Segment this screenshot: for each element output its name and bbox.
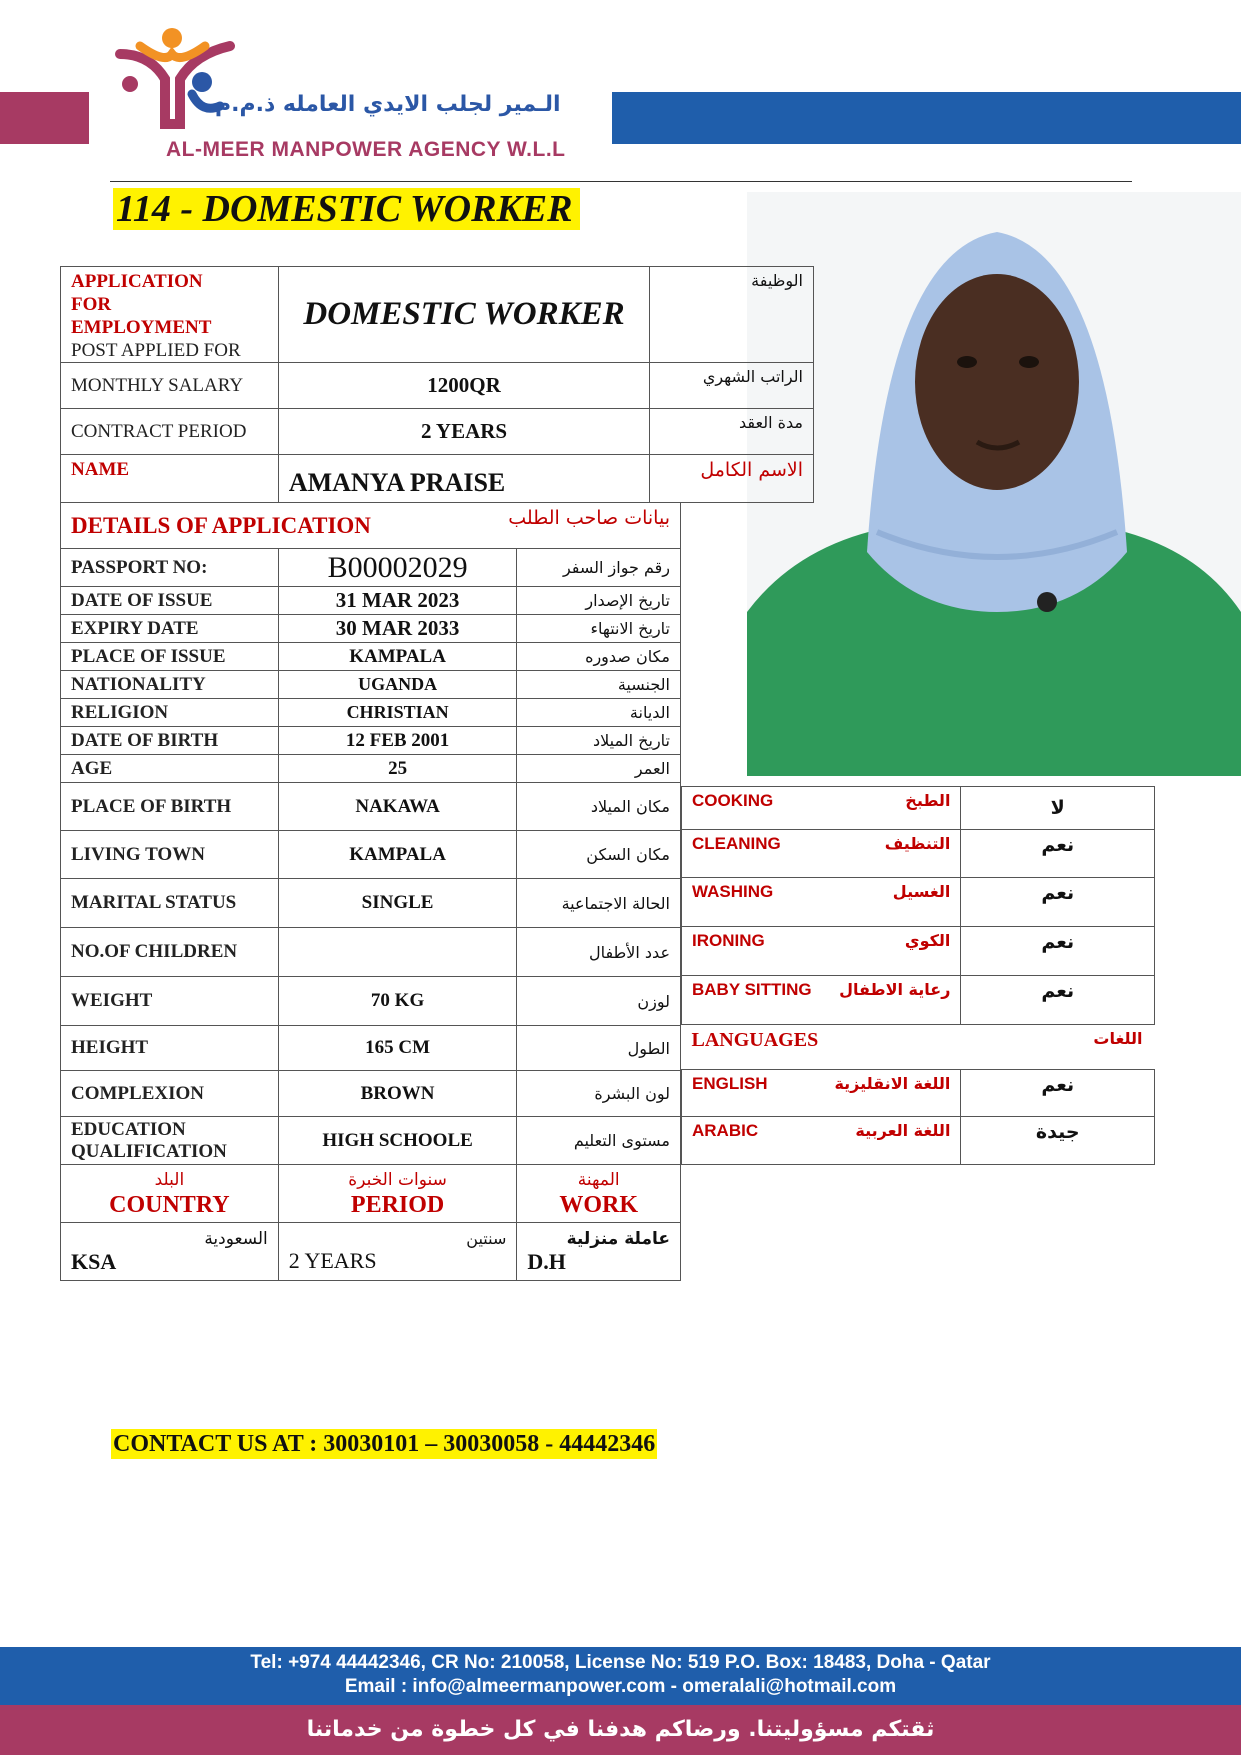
skill-cleaning-value: نعم — [961, 830, 1155, 878]
issue-date-arabic: تاريخ الإصدار — [517, 587, 681, 615]
experience-country: KSA — [71, 1248, 117, 1274]
dob-value: 12 FEB 2001 — [278, 727, 517, 755]
period-header — [278, 1165, 517, 1223]
religion-label: RELIGION — [61, 699, 279, 727]
age-arabic: العمر — [517, 755, 681, 783]
skill-ironing-arabic: الكوي — [904, 931, 951, 950]
salary-label: MONTHLY SALARY — [61, 363, 279, 409]
age-label: AGE — [61, 755, 279, 783]
page-title: 114 - DOMESTIC WORKER — [113, 188, 580, 230]
skill-ironing-value: نعم — [961, 927, 1155, 976]
work-header-arabic: المهنة — [577, 1169, 620, 1190]
footer-line-2: Email : info@almeermanpower.com - omeralali@hotmail.com — [344, 1676, 897, 1697]
education-label — [61, 1117, 279, 1165]
details-heading-arabic: بيانات صاحب الطلب — [508, 507, 670, 529]
experience-country-cell — [61, 1223, 279, 1281]
skills-table — [681, 786, 1155, 1165]
issue-date-label: DATE OF ISSUE — [61, 587, 279, 615]
place-of-birth-label: PLACE OF BIRTH — [61, 783, 279, 831]
nationality-arabic: الجنسية — [517, 671, 681, 699]
education-label-line-1: EDUCATION — [71, 1118, 186, 1140]
language-arabic — [682, 1117, 961, 1165]
contract-label: CONTRACT PERIOD — [61, 409, 279, 455]
contact-line: CONTACT US AT : 30030101 – 30030058 - 44442346 — [113, 1431, 656, 1457]
work-header — [517, 1165, 681, 1223]
header-band-right — [612, 92, 1241, 144]
skill-cooking-arabic: الطبخ — [905, 791, 951, 810]
living-town-arabic: مكان السكن — [517, 831, 681, 879]
experience-country-arabic: السعودية — [204, 1228, 268, 1249]
country-header — [61, 1165, 279, 1223]
post-info-table — [60, 266, 814, 503]
experience-work-arabic: عاملة منزلية — [566, 1228, 670, 1249]
place-of-issue-arabic: مكان صدوره — [517, 643, 681, 671]
skill-cooking-value: لا — [961, 787, 1155, 830]
language-english-arabic: اللغة الانقليزية — [834, 1074, 951, 1093]
nationality-value: UGANDA — [278, 671, 517, 699]
weight-label: WEIGHT — [61, 977, 279, 1026]
post-label-line-2: FOR — [71, 294, 112, 315]
marital-status-label: MARITAL STATUS — [61, 879, 279, 928]
post-label-line-1: APPLICATION — [71, 271, 203, 292]
skill-baby-sitting — [682, 976, 961, 1025]
company-name-english: AL-MEER MANPOWER AGENCY W.L.L — [166, 138, 566, 161]
living-town-value: KAMPALA — [278, 831, 517, 879]
contract-arabic: مدة العقد — [650, 409, 814, 455]
post-label-sub: POST APPLIED FOR — [71, 340, 241, 361]
name-label: NAME — [61, 455, 279, 503]
language-english — [682, 1070, 961, 1117]
post-value: DOMESTIC WORKER — [278, 267, 649, 363]
footer-line-1: Tel: +974 44442346, CR No: 210058, License No: 519 P.O. Box: 18483, Doha - Qatar — [250, 1652, 991, 1673]
skill-baby-sitting-english: BABY SITTING — [692, 980, 812, 999]
skill-cooking-english: COOKING — [692, 791, 774, 810]
language-arabic-label: ARABIC — [692, 1121, 759, 1140]
skill-baby-sitting-value: نعم — [961, 976, 1155, 1025]
marital-status-value: SINGLE — [278, 879, 517, 928]
details-table — [60, 502, 681, 1281]
skill-ironing — [682, 927, 961, 976]
salary-arabic: الراتب الشهري — [650, 363, 814, 409]
experience-period-arabic: سنتين — [466, 1229, 507, 1248]
complexion-label: COMPLEXION — [61, 1071, 279, 1117]
experience-work: D.H — [527, 1248, 566, 1274]
company-logo-icon — [110, 24, 250, 134]
place-of-birth-value: NAKAWA — [278, 783, 517, 831]
details-heading — [61, 503, 681, 549]
marital-status-arabic: الحالة الاجتماعية — [517, 879, 681, 928]
post-label-cell — [61, 267, 279, 363]
experience-work-cell — [517, 1223, 681, 1281]
skill-ironing-english: IRONING — [692, 931, 765, 950]
language-arabic-value: جيدة — [961, 1117, 1155, 1165]
skill-washing — [682, 878, 961, 927]
languages-heading-english: LANGUAGES — [691, 1029, 819, 1051]
skill-washing-value: نعم — [961, 878, 1155, 927]
footer-slogan-band — [0, 1705, 1241, 1755]
weight-arabic: لوزن — [517, 977, 681, 1026]
skill-cooking — [682, 787, 961, 830]
applicant-photo — [747, 192, 1241, 776]
company-name-arabic: الـمير لجلب الايدي العامله ذ.م.م — [215, 92, 561, 117]
salary-value: 1200QR — [278, 363, 649, 409]
place-of-issue-label: PLACE OF ISSUE — [61, 643, 279, 671]
header-divider — [110, 181, 1132, 182]
religion-arabic: الديانة — [517, 699, 681, 727]
experience-period-cell — [278, 1223, 517, 1281]
children-label: NO.OF CHILDREN — [61, 928, 279, 977]
work-header-english: WORK — [559, 1191, 639, 1218]
place-of-birth-arabic: مكان الميلاد — [517, 783, 681, 831]
name-arabic: الاسم الكامل — [650, 455, 814, 503]
passport-value: B00002029 — [278, 549, 517, 587]
country-header-english: COUNTRY — [109, 1191, 230, 1218]
expiry-date-arabic: تاريخ الانتهاء — [517, 615, 681, 643]
children-value — [278, 928, 517, 977]
skill-cleaning-english: CLEANING — [692, 834, 781, 853]
details-heading-english: DETAILS OF APPLICATION — [71, 512, 371, 538]
contract-value: 2 YEARS — [278, 409, 649, 455]
age-value: 25 — [278, 755, 517, 783]
country-header-arabic: البلد — [154, 1169, 185, 1190]
language-arabic-arabic: اللغة العربية — [855, 1121, 951, 1140]
living-town-label: LIVING TOWN — [61, 831, 279, 879]
period-header-arabic: سنوات الخبرة — [348, 1169, 447, 1190]
skill-baby-sitting-arabic: رعاية الاطفال — [839, 980, 951, 999]
education-arabic: مستوى التعليم — [517, 1117, 681, 1165]
post-arabic: الوظيفة — [650, 267, 814, 363]
expiry-date-value: 30 MAR 2033 — [278, 615, 517, 643]
children-arabic: عدد الأطفال — [517, 928, 681, 977]
skill-cleaning-arabic: التنظيف — [884, 834, 951, 853]
languages-heading-arabic: اللغات — [1093, 1029, 1143, 1048]
language-english-label: ENGLISH — [692, 1074, 768, 1093]
experience-period: 2 YEARS — [288, 1248, 377, 1273]
passport-arabic: رقم جواز السفر — [517, 549, 681, 587]
height-arabic: الطول — [517, 1026, 681, 1071]
complexion-value: BROWN — [278, 1071, 517, 1117]
header-band-left — [0, 92, 89, 144]
religion-value: CHRISTIAN — [278, 699, 517, 727]
height-value: 165 CM — [278, 1026, 517, 1071]
education-value: HIGH SCHOOLE — [278, 1117, 517, 1165]
period-header-english: PERIOD — [350, 1191, 445, 1218]
footer-contact-band — [0, 1647, 1241, 1705]
passport-label: PASSPORT NO: — [61, 549, 279, 587]
weight-value: 70 KG — [278, 977, 517, 1026]
skill-washing-arabic: الغسيل — [892, 882, 951, 901]
place-of-issue-value: KAMPALA — [278, 643, 517, 671]
language-english-value: نعم — [961, 1070, 1155, 1117]
complexion-arabic: لون البشرة — [517, 1071, 681, 1117]
dob-label: DATE OF BIRTH — [61, 727, 279, 755]
post-label-line-3: EMPLOYMENT — [71, 317, 212, 338]
nationality-label: NATIONALITY — [61, 671, 279, 699]
education-label-line-2: QUALIFICATION — [71, 1140, 227, 1162]
name-value: AMANYA PRAISE — [278, 455, 649, 503]
languages-heading — [682, 1025, 1155, 1070]
expiry-date-label: EXPIRY DATE — [61, 615, 279, 643]
height-label: HEIGHT — [61, 1026, 279, 1071]
skill-washing-english: WASHING — [692, 882, 774, 901]
footer-slogan: ثقتكم مسؤوليتنا. ورضاكم هدفنا في كل خطوة من خدماتنا — [306, 1717, 935, 1742]
skill-cleaning — [682, 830, 961, 878]
issue-date-value: 31 MAR 2023 — [278, 587, 517, 615]
dob-arabic: تاريخ الميلاد — [517, 727, 681, 755]
